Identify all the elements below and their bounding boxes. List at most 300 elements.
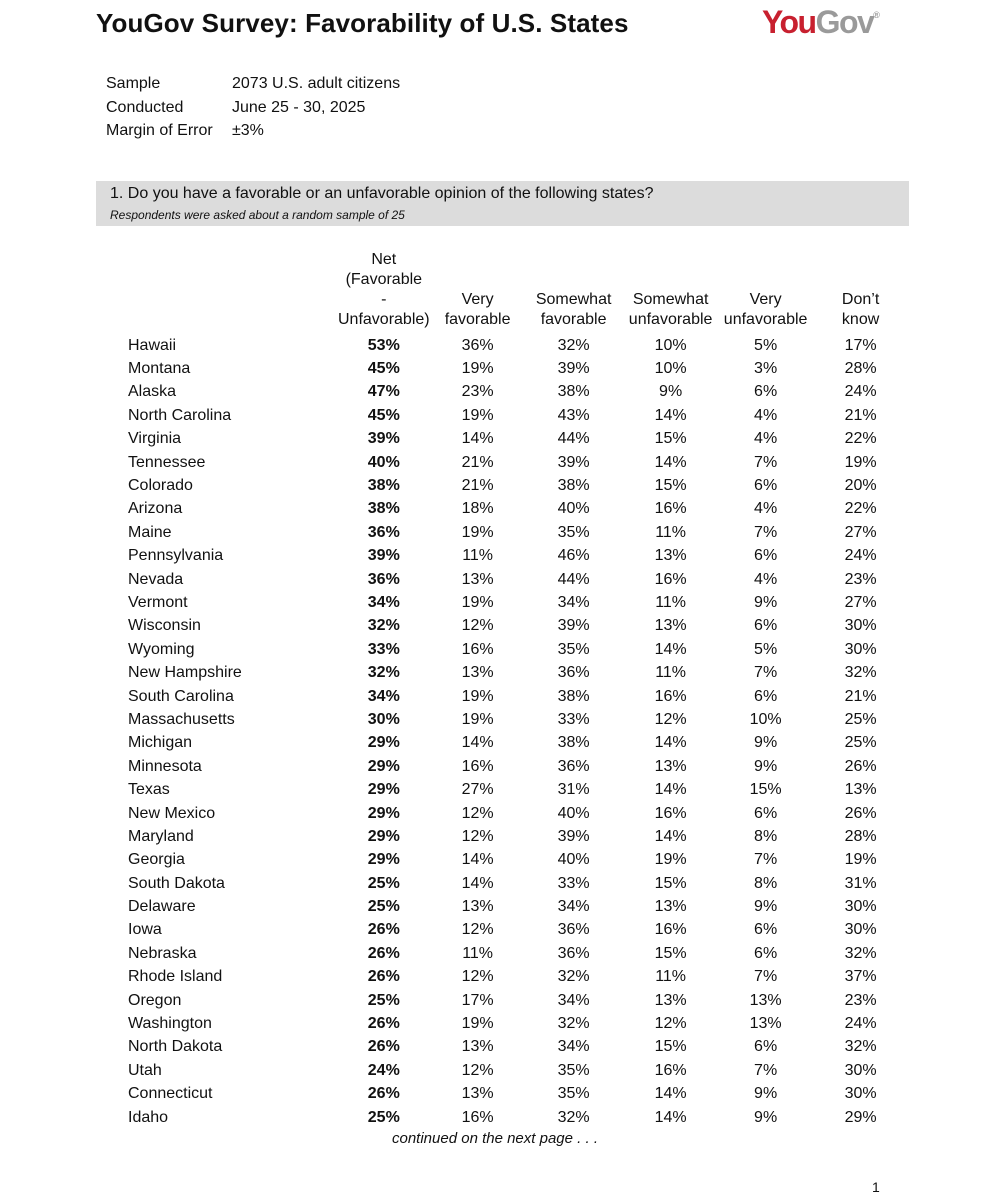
very-unfavorable-cell: 9% <box>754 734 778 752</box>
state-cell: Tennessee <box>128 453 206 471</box>
somewhat-favorable-cell: 33% <box>557 874 590 892</box>
very-unfavorable-cell: 7% <box>754 1061 778 1079</box>
somewhat-unfavorable-cell: 16% <box>654 570 687 588</box>
net-cell: 26% <box>367 1015 400 1033</box>
somewhat-favorable-cell: 38% <box>557 477 590 495</box>
state-cell: North Dakota <box>128 1038 223 1056</box>
meta-row-margin-of-error <box>106 119 400 143</box>
table-row <box>118 685 910 708</box>
net-cell: 32% <box>367 664 400 682</box>
very-favorable-cell: 13% <box>461 1038 494 1056</box>
dont-know-cell: 22% <box>844 430 877 448</box>
column-header-somewhat-favorable <box>526 250 622 334</box>
very-favorable-cell: 16% <box>461 640 494 658</box>
net-cell: 33% <box>367 640 400 658</box>
survey-meta <box>106 72 400 143</box>
very-unfavorable-cell: 5% <box>754 640 778 658</box>
table-header-row <box>118 250 910 334</box>
net-cell: 39% <box>367 430 400 448</box>
favorability-table <box>118 250 910 1129</box>
continued-note: continued on the next page . . . <box>392 1130 598 1147</box>
state-cell: Connecticut <box>128 1085 213 1103</box>
very-favorable-cell: 17% <box>461 991 494 1009</box>
state-cell: Wyoming <box>128 640 195 658</box>
state-cell: Alaska <box>128 383 177 401</box>
page-number: 1 <box>872 1179 880 1195</box>
very-unfavorable-cell: 13% <box>749 1015 782 1033</box>
dont-know-cell: 20% <box>844 477 877 495</box>
table-row <box>118 755 910 778</box>
very-unfavorable-cell: 9% <box>754 757 778 775</box>
header-line: Unfavorable) <box>338 311 430 328</box>
very-favorable-cell: 19% <box>461 1015 494 1033</box>
very-favorable-cell: 12% <box>461 804 494 822</box>
very-unfavorable-cell: 7% <box>754 968 778 986</box>
somewhat-unfavorable-cell: 10% <box>654 360 687 378</box>
net-cell: 26% <box>367 1038 400 1056</box>
meta-value: ±3% <box>232 122 264 139</box>
very-unfavorable-cell: 4% <box>754 570 778 588</box>
dont-know-cell: 21% <box>844 687 877 705</box>
state-cell: Maine <box>128 523 172 541</box>
somewhat-favorable-cell: 36% <box>557 757 590 775</box>
very-unfavorable-cell: 4% <box>754 430 778 448</box>
table-row <box>118 732 910 755</box>
very-favorable-cell: 13% <box>461 1085 494 1103</box>
net-cell: 38% <box>367 500 400 518</box>
somewhat-unfavorable-cell: 14% <box>654 453 687 471</box>
state-cell: North Carolina <box>128 406 232 424</box>
header-line: Very <box>749 291 782 308</box>
very-favorable-cell: 36% <box>461 336 494 354</box>
very-unfavorable-cell: 6% <box>754 921 778 939</box>
table-row <box>118 661 910 684</box>
table-row <box>118 428 910 451</box>
very-favorable-cell: 18% <box>461 500 494 518</box>
state-cell: South Dakota <box>128 874 225 892</box>
somewhat-unfavorable-cell: 11% <box>655 523 687 541</box>
somewhat-favorable-cell: 43% <box>557 406 590 424</box>
table-row <box>118 708 910 731</box>
logo-you-text: You <box>762 4 816 40</box>
very-favorable-cell: 11% <box>462 547 494 565</box>
state-cell: New Hampshire <box>128 664 242 682</box>
net-cell: 26% <box>367 921 400 939</box>
table-row <box>118 498 910 521</box>
somewhat-favorable-cell: 36% <box>557 664 590 682</box>
dont-know-cell: 24% <box>844 383 877 401</box>
column-header-very-unfavorable <box>720 250 812 334</box>
meta-value: June 25 - 30, 2025 <box>232 98 366 116</box>
header-line: Somewhat <box>632 291 709 308</box>
state-cell: Maryland <box>128 827 194 845</box>
table-body <box>118 334 910 1129</box>
state-cell: Hawaii <box>128 336 177 354</box>
state-cell: Utah <box>128 1061 162 1079</box>
somewhat-unfavorable-cell: 11% <box>655 593 687 611</box>
net-cell: 34% <box>367 593 400 611</box>
state-cell: Rhode Island <box>128 968 223 986</box>
table-row <box>118 545 910 568</box>
dont-know-cell: 32% <box>844 944 877 962</box>
somewhat-unfavorable-cell: 10% <box>654 336 687 354</box>
somewhat-unfavorable-cell: 14% <box>654 827 687 845</box>
somewhat-unfavorable-cell: 13% <box>654 757 687 775</box>
net-cell: 53% <box>367 336 400 354</box>
column-header-dont-know <box>812 250 910 334</box>
net-cell: 29% <box>367 827 400 845</box>
very-unfavorable-cell: 6% <box>754 804 778 822</box>
somewhat-favorable-cell: 35% <box>557 1061 590 1079</box>
dont-know-cell: 25% <box>844 710 877 728</box>
net-cell: 26% <box>367 1085 400 1103</box>
meta-label: Margin of Error <box>106 122 213 139</box>
very-unfavorable-cell: 9% <box>754 593 778 611</box>
very-favorable-cell: 13% <box>461 570 494 588</box>
very-unfavorable-cell: 6% <box>754 617 778 635</box>
header-line: unfavorable <box>628 311 713 328</box>
somewhat-unfavorable-cell: 11% <box>655 664 687 682</box>
somewhat-favorable-cell: 32% <box>557 1015 590 1033</box>
net-cell: 24% <box>367 1061 400 1079</box>
net-cell: 36% <box>367 570 400 588</box>
table-row <box>118 825 910 848</box>
dont-know-cell: 24% <box>844 547 877 565</box>
net-cell: 30% <box>367 710 400 728</box>
very-favorable-cell: 11% <box>462 944 494 962</box>
meta-row-conducted <box>106 96 400 120</box>
table-row <box>118 1059 910 1082</box>
somewhat-favorable-cell: 40% <box>557 500 590 518</box>
very-favorable-cell: 16% <box>461 1108 494 1126</box>
header-line: unfavorable <box>723 311 808 328</box>
table-row <box>118 521 910 544</box>
dont-know-cell: 27% <box>844 523 877 541</box>
header-line: Very <box>461 291 494 308</box>
somewhat-unfavorable-cell: 15% <box>654 874 687 892</box>
state-cell: Texas <box>128 781 170 799</box>
very-favorable-cell: 19% <box>461 360 494 378</box>
very-unfavorable-cell: 8% <box>754 827 778 845</box>
very-favorable-cell: 12% <box>461 1061 494 1079</box>
somewhat-favorable-cell: 35% <box>557 640 590 658</box>
very-favorable-cell: 19% <box>461 406 494 424</box>
very-unfavorable-cell: 7% <box>754 664 778 682</box>
page-title: YouGov Survey: Favorability of U.S. States <box>96 8 629 38</box>
state-cell: Washington <box>128 1015 212 1033</box>
header-line: (Favorable <box>345 271 423 288</box>
very-unfavorable-cell: 8% <box>754 874 778 892</box>
net-cell: 25% <box>367 898 400 916</box>
somewhat-unfavorable-cell: 11% <box>655 968 687 986</box>
very-unfavorable-cell: 9% <box>754 1108 778 1126</box>
yougov-logo <box>762 4 880 41</box>
somewhat-favorable-cell: 32% <box>557 336 590 354</box>
state-cell: Virginia <box>128 430 182 448</box>
somewhat-favorable-cell: 34% <box>557 898 590 916</box>
registered-mark: ® <box>873 10 880 20</box>
very-favorable-cell: 14% <box>461 734 494 752</box>
very-favorable-cell: 13% <box>461 898 494 916</box>
very-favorable-cell: 14% <box>461 874 494 892</box>
net-cell: 25% <box>367 991 400 1009</box>
very-unfavorable-cell: 6% <box>754 944 778 962</box>
state-cell: Wisconsin <box>128 617 201 635</box>
state-cell: Michigan <box>128 734 193 752</box>
state-cell: New Mexico <box>128 804 216 822</box>
dont-know-cell: 26% <box>844 804 877 822</box>
very-favorable-cell: 13% <box>461 664 494 682</box>
net-cell: 38% <box>367 477 400 495</box>
somewhat-favorable-cell: 44% <box>557 570 590 588</box>
table-row <box>118 1083 910 1106</box>
table-row <box>118 638 910 661</box>
logo-gov-text: Gov <box>815 4 874 40</box>
somewhat-favorable-cell: 39% <box>557 453 590 471</box>
very-favorable-cell: 23% <box>461 383 494 401</box>
very-unfavorable-cell: 10% <box>749 710 782 728</box>
dont-know-cell: 17% <box>844 336 877 354</box>
table-row <box>118 989 910 1012</box>
very-favorable-cell: 14% <box>461 430 494 448</box>
very-unfavorable-cell: 6% <box>754 1038 778 1056</box>
table-row <box>118 615 910 638</box>
somewhat-unfavorable-cell: 9% <box>659 383 683 401</box>
dont-know-cell: 26% <box>844 757 877 775</box>
dont-know-cell: 23% <box>844 991 877 1009</box>
somewhat-unfavorable-cell: 14% <box>654 781 687 799</box>
column-header-net <box>338 250 430 334</box>
state-cell: Montana <box>128 360 191 378</box>
somewhat-unfavorable-cell: 16% <box>654 921 687 939</box>
table-row <box>118 1036 910 1059</box>
dont-know-cell: 19% <box>844 453 877 471</box>
net-cell: 29% <box>367 781 400 799</box>
somewhat-unfavorable-cell: 15% <box>654 430 687 448</box>
somewhat-unfavorable-cell: 15% <box>654 944 687 962</box>
dont-know-cell: 30% <box>844 921 877 939</box>
very-unfavorable-cell: 7% <box>754 851 778 869</box>
very-unfavorable-cell: 4% <box>754 500 778 518</box>
net-cell: 26% <box>367 968 400 986</box>
question-note: Respondents were asked about a random sample of 25 <box>110 208 405 222</box>
somewhat-unfavorable-cell: 14% <box>654 1085 687 1103</box>
state-cell: Nebraska <box>128 944 197 962</box>
somewhat-unfavorable-cell: 12% <box>654 710 687 728</box>
very-unfavorable-cell: 15% <box>749 781 782 799</box>
very-favorable-cell: 21% <box>461 477 494 495</box>
question-header <box>96 181 909 226</box>
somewhat-unfavorable-cell: 13% <box>654 617 687 635</box>
somewhat-favorable-cell: 40% <box>557 851 590 869</box>
very-favorable-cell: 19% <box>461 687 494 705</box>
very-favorable-cell: 19% <box>461 710 494 728</box>
state-cell: Idaho <box>128 1108 169 1126</box>
dont-know-cell: 23% <box>844 570 877 588</box>
column-header-very-favorable <box>430 250 526 334</box>
meta-value: 2073 U.S. adult citizens <box>232 75 401 92</box>
state-cell: Arizona <box>128 500 183 518</box>
state-cell: Delaware <box>128 898 196 916</box>
net-cell: 47% <box>367 383 400 401</box>
table-row <box>118 1012 910 1035</box>
very-favorable-cell: 12% <box>461 617 494 635</box>
somewhat-favorable-cell: 38% <box>557 383 590 401</box>
somewhat-unfavorable-cell: 13% <box>654 991 687 1009</box>
somewhat-favorable-cell: 38% <box>557 734 590 752</box>
table-row <box>118 919 910 942</box>
table-row <box>118 591 910 614</box>
somewhat-favorable-cell: 39% <box>557 360 590 378</box>
state-cell: Pennsylvania <box>128 547 224 565</box>
very-unfavorable-cell: 9% <box>754 898 778 916</box>
somewhat-favorable-cell: 36% <box>557 944 590 962</box>
net-cell: 29% <box>367 804 400 822</box>
very-unfavorable-cell: 9% <box>754 1085 778 1103</box>
meta-label: Conducted <box>106 98 184 116</box>
somewhat-favorable-cell: 34% <box>557 593 590 611</box>
question-text: 1. Do you have a favorable or an unfavorable opinion of the following states? <box>110 185 654 202</box>
header-line: favorable <box>540 311 607 328</box>
somewhat-unfavorable-cell: 16% <box>654 500 687 518</box>
net-cell: 39% <box>367 547 400 565</box>
header-line: Somewhat <box>535 291 612 308</box>
state-cell: Iowa <box>128 921 162 939</box>
state-cell: Oregon <box>128 991 182 1009</box>
meta-label: Sample <box>106 75 161 92</box>
table-row <box>118 778 910 801</box>
dont-know-cell: 27% <box>844 593 877 611</box>
header-line: - <box>381 291 387 308</box>
table-row <box>118 872 910 895</box>
net-cell: 32% <box>367 617 400 635</box>
very-favorable-cell: 19% <box>461 523 494 541</box>
net-cell: 40% <box>367 453 400 471</box>
very-favorable-cell: 21% <box>461 453 494 471</box>
somewhat-favorable-cell: 36% <box>557 921 590 939</box>
somewhat-favorable-cell: 31% <box>557 781 590 799</box>
column-header-somewhat-unfavorable <box>622 250 720 334</box>
somewhat-favorable-cell: 39% <box>557 617 590 635</box>
table-row <box>118 966 910 989</box>
dont-know-cell: 13% <box>844 781 877 799</box>
column-header-state <box>118 250 338 334</box>
net-cell: 25% <box>367 1108 400 1126</box>
state-cell: South Carolina <box>128 687 234 705</box>
dont-know-cell: 30% <box>844 898 877 916</box>
very-unfavorable-cell: 6% <box>754 687 778 705</box>
very-favorable-cell: 19% <box>461 593 494 611</box>
net-cell: 25% <box>367 874 400 892</box>
somewhat-favorable-cell: 35% <box>557 523 590 541</box>
table-row <box>118 334 910 357</box>
somewhat-favorable-cell: 34% <box>557 1038 590 1056</box>
table-row <box>118 1106 910 1129</box>
somewhat-unfavorable-cell: 14% <box>654 1108 687 1126</box>
table-row <box>118 357 910 380</box>
very-favorable-cell: 14% <box>461 851 494 869</box>
table-row <box>118 404 910 427</box>
header-line: know <box>841 311 880 328</box>
dont-know-cell: 24% <box>844 1015 877 1033</box>
somewhat-unfavorable-cell: 19% <box>654 851 687 869</box>
net-cell: 34% <box>367 687 400 705</box>
table-row <box>118 942 910 965</box>
somewhat-unfavorable-cell: 14% <box>654 734 687 752</box>
table-row <box>118 802 910 825</box>
somewhat-favorable-cell: 32% <box>557 1108 590 1126</box>
meta-row-sample <box>106 72 400 96</box>
somewhat-unfavorable-cell: 14% <box>654 640 687 658</box>
very-favorable-cell: 16% <box>461 757 494 775</box>
dont-know-cell: 32% <box>844 664 877 682</box>
somewhat-unfavorable-cell: 16% <box>654 1061 687 1079</box>
dont-know-cell: 32% <box>844 1038 877 1056</box>
very-unfavorable-cell: 13% <box>749 991 782 1009</box>
somewhat-favorable-cell: 33% <box>557 710 590 728</box>
very-favorable-cell: 12% <box>461 827 494 845</box>
net-cell: 45% <box>367 406 400 424</box>
very-unfavorable-cell: 4% <box>754 406 778 424</box>
dont-know-cell: 25% <box>844 734 877 752</box>
header-line: Net <box>371 251 397 268</box>
somewhat-unfavorable-cell: 16% <box>654 804 687 822</box>
table-row <box>118 451 910 474</box>
very-unfavorable-cell: 7% <box>754 523 778 541</box>
very-unfavorable-cell: 7% <box>754 453 778 471</box>
dont-know-cell: 30% <box>844 617 877 635</box>
net-cell: 29% <box>367 757 400 775</box>
dont-know-cell: 30% <box>844 640 877 658</box>
somewhat-unfavorable-cell: 13% <box>654 898 687 916</box>
somewhat-unfavorable-cell: 12% <box>654 1015 687 1033</box>
net-cell: 36% <box>367 523 400 541</box>
somewhat-favorable-cell: 35% <box>557 1085 590 1103</box>
header-line: Don’t <box>841 291 880 308</box>
somewhat-favorable-cell: 46% <box>557 547 590 565</box>
dont-know-cell: 19% <box>844 851 877 869</box>
very-unfavorable-cell: 6% <box>754 477 778 495</box>
very-favorable-cell: 27% <box>461 781 494 799</box>
dont-know-cell: 28% <box>844 827 877 845</box>
somewhat-unfavorable-cell: 15% <box>654 1038 687 1056</box>
state-cell: Colorado <box>128 477 193 495</box>
somewhat-unfavorable-cell: 16% <box>654 687 687 705</box>
very-favorable-cell: 12% <box>461 921 494 939</box>
very-unfavorable-cell: 6% <box>754 547 778 565</box>
somewhat-favorable-cell: 40% <box>557 804 590 822</box>
somewhat-unfavorable-cell: 15% <box>654 477 687 495</box>
table-row <box>118 849 910 872</box>
somewhat-unfavorable-cell: 13% <box>654 547 687 565</box>
dont-know-cell: 28% <box>844 360 877 378</box>
table-row <box>118 568 910 591</box>
dont-know-cell: 37% <box>844 968 877 986</box>
state-cell: Nevada <box>128 570 184 588</box>
table-row <box>118 474 910 497</box>
net-cell: 45% <box>367 360 400 378</box>
dont-know-cell: 31% <box>844 874 877 892</box>
somewhat-unfavorable-cell: 14% <box>654 406 687 424</box>
somewhat-favorable-cell: 39% <box>557 827 590 845</box>
very-favorable-cell: 12% <box>461 968 494 986</box>
dont-know-cell: 21% <box>844 406 877 424</box>
state-cell: Vermont <box>128 593 188 611</box>
very-unfavorable-cell: 5% <box>754 336 778 354</box>
somewhat-favorable-cell: 32% <box>557 968 590 986</box>
net-cell: 26% <box>367 944 400 962</box>
net-cell: 29% <box>367 851 400 869</box>
